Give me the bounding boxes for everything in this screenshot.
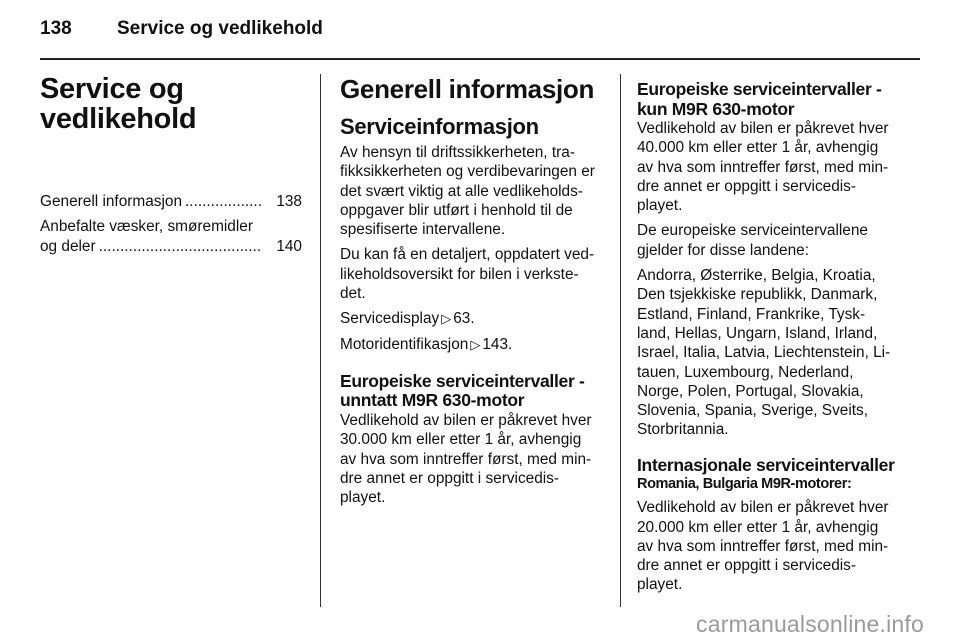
subheading-romania-bulgaria: Romania, Bulgaria M9R-motorer: xyxy=(637,476,852,493)
page-number: 138 xyxy=(40,18,72,39)
section-heading: Generell informasjon xyxy=(340,74,595,104)
subsection-heading: Serviceinformasjon xyxy=(340,114,539,139)
column-divider-2 xyxy=(620,74,621,607)
heading-europeiske-kun: Europeiske serviceintervaller - kun M9R 630-motor xyxy=(637,79,882,119)
ref-servicedisplay[interactable]: Servicedisplay ▷ 63. xyxy=(340,310,475,328)
paragraph-serviceinfo: Av hensyn til driftssikkerheten, tra- fikksikkerheten og verdibevaringen er det svært viktig at alle vedlikeholds- oppgaver blir utført i henhold til de spesifiserte intervallene. xyxy=(340,144,595,239)
column-3 xyxy=(637,72,909,601)
toc-entry-generell-informasjon[interactable]: Generell informasjon .................. 138 xyxy=(40,193,302,210)
ref-motoridentifikasjon[interactable]: Motoridentifikasjon ▷ 143. xyxy=(340,335,513,353)
column-divider-1 xyxy=(320,74,321,607)
toc-entry-anbefalte-vaesker[interactable]: Anbefalte væsker, smøremidler og deler ...................................... 140 xyxy=(40,218,302,255)
page-reference-icon: ▷ xyxy=(470,336,481,352)
paragraph-20000km: Vedlikehold av bilen er påkrevet hver 20.000 km eller etter 1 år, avhengig av hva som inntreffer først, med min- dre annet er oppgitt i servicedis- playet. xyxy=(637,499,889,594)
paragraph-40000km: Vedlikehold av bilen er påkrevet hver 40.000 km eller etter 1 år, avhengig av hva som inntreffer først, med min- dre annet er oppgitt i servicedis- playet. xyxy=(637,120,889,215)
page-header xyxy=(40,18,323,40)
chapter-title: Service og vedlikehold xyxy=(40,73,197,135)
running-title: Service og vedlikehold xyxy=(117,18,323,39)
page-reference-icon: ▷ xyxy=(441,311,452,327)
paragraph-landene-intro: De europeiske serviceintervallene gjelder for disse landene: xyxy=(637,222,868,259)
heading-internasjonale: Internasjonale serviceintervaller xyxy=(637,454,895,475)
paragraph-vedlikeholdsoversikt: Du kan få en detaljert, oppdatert ved- likeholdsoversikt for bilen i verkste- det. xyxy=(340,246,595,303)
column-1 xyxy=(40,72,302,262)
paragraph-country-list: Andorra, Østerrike, Belgia, Kroatia, Den tsjekkiske republikk, Danmark, Estland, Finland, Frankrike, Tysk- land, Hellas, Ungarn, Island, Irland, Israel, Italia, Latvia, Liechtenstein, Li- tauen, Luxembourg, Nederland, Norge, Polen, Portugal, Slovakia, Slovenia, Spania, Sverige, Sveits, Storbritannia. xyxy=(637,267,891,439)
header-rule xyxy=(40,58,920,60)
heading-europeiske-unntatt: Europeiske serviceintervaller - unntatt M9R 630-motor xyxy=(340,370,585,411)
paragraph-30000km: Vedlikehold av bilen er påkrevet hver 30.000 km eller etter 1 år, avhengig av hva som inntreffer først, med min- dre annet er oppgitt i servicedis- playet. xyxy=(340,411,592,507)
watermark: carmanualsonline.info xyxy=(696,611,924,637)
column-2 xyxy=(340,72,608,513)
